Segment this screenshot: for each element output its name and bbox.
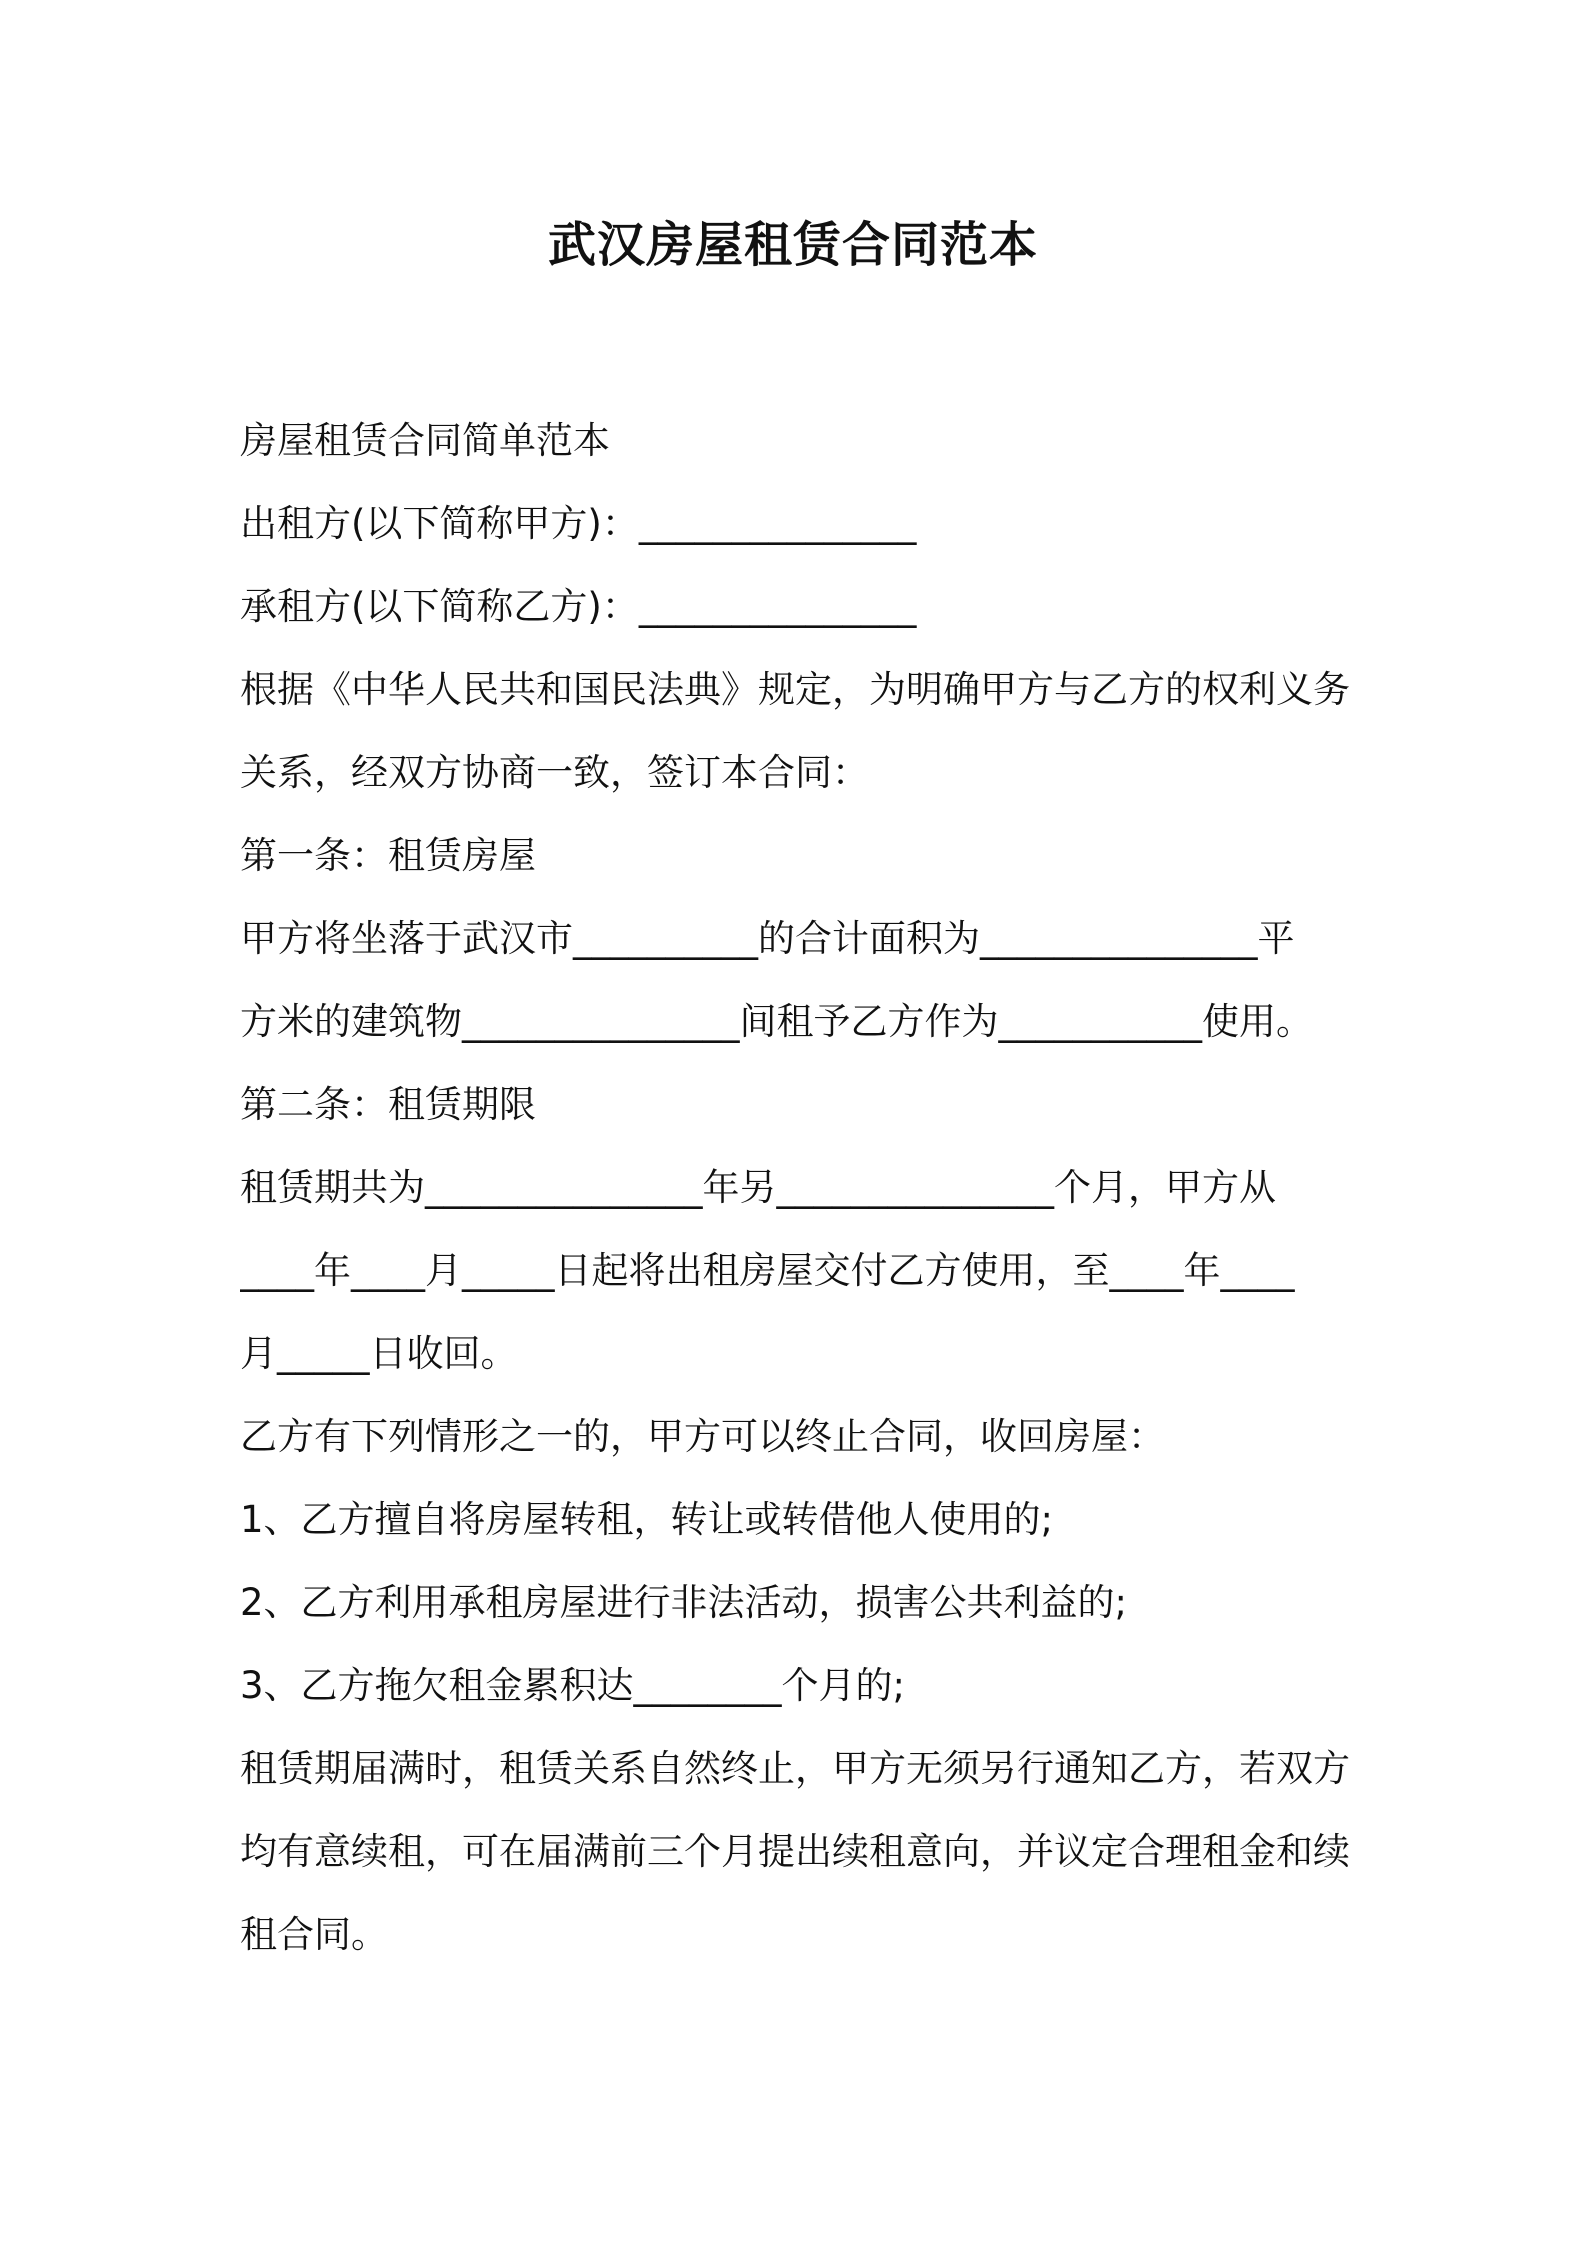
preamble-line-1: 根据《中华人民共和国民法典》规定，为明确甲方与乙方的权利义务 xyxy=(240,668,1350,711)
expiry-line-3: 租合同。 xyxy=(240,1913,388,1956)
article-1-heading: 第一条：租赁房屋 xyxy=(240,834,536,877)
article-2-line-3: 月_____日收回。 xyxy=(240,1332,518,1375)
termination-item-3: 3、乙方拖欠租金累积达________个月的; xyxy=(240,1664,906,1707)
termination-intro: 乙方有下列情形之一的，甲方可以终止合同，收回房屋： xyxy=(240,1415,1165,1458)
termination-item-2: 2、乙方利用承租房屋进行非法活动，损害公共利益的; xyxy=(240,1581,1128,1624)
document-title: 武汉房屋租赁合同范本 xyxy=(547,217,1038,273)
article-2-line-2: ____年____月_____日起将出租房屋交付乙方使用，至____年____ xyxy=(240,1249,1295,1292)
lessee-line: 承租方(以下简称乙方)：_______________ xyxy=(240,585,917,628)
article-2-heading: 第二条：租赁期限 xyxy=(240,1083,536,1126)
article-1-line-2: 方米的建筑物_______________间租予乙方作为___________使用。 xyxy=(240,1000,1313,1043)
termination-item-1: 1、乙方擅自将房屋转租，转让或转借他人使用的; xyxy=(240,1498,1054,1541)
lessor-line: 出租方(以下简称甲方)：_______________ xyxy=(240,502,917,545)
preamble-line-2: 关系，经双方协商一致，签订本合同： xyxy=(240,751,869,794)
expiry-line-2: 均有意续租，可在届满前三个月提出续租意向，并议定合理租金和续 xyxy=(240,1830,1350,1873)
expiry-line-1: 租赁期届满时，租赁关系自然终止，甲方无须另行通知乙方，若双方 xyxy=(240,1747,1350,1790)
article-2-line-1: 租赁期共为_______________年另_______________个月，甲方从 xyxy=(240,1166,1276,1209)
article-1-line-1: 甲方将坐落于武汉市__________的合计面积为_______________平 xyxy=(240,917,1295,960)
subtitle-line: 房屋租赁合同简单范本 xyxy=(240,419,610,462)
